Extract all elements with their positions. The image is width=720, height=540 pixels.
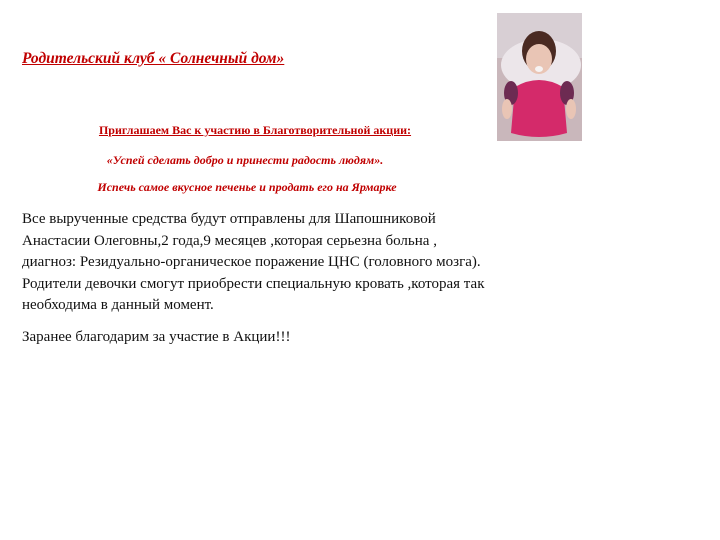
pacifier [535, 66, 543, 72]
dress [511, 80, 567, 137]
task-line: Испечь самое вкусное печенье и продать его на Ярмарке [97, 180, 397, 194]
slogan-line: «Успей сделать добро и принести радость людям». [106, 153, 384, 167]
thanks-line: Заранее благодарим за участие в Акции!!! [22, 329, 291, 345]
body-paragraph: Все вырученные средства будут отправлены для Шапошниковой Анастасии Олеговны,2 года,9 месяцев ,которая серьезна больна , диагноз: Резидуально-органическое поражение ЦНС (головного мозга). Родители девочки смогут приобрести специальную кровать ,которая так необходима в данный момент. [22, 211, 485, 313]
right-arm [566, 99, 576, 119]
invitation-line: Приглашаем Вас к участию в Благотворительной акции: [98, 123, 412, 137]
child-photo-illustration [497, 13, 582, 141]
left-arm [502, 99, 512, 119]
page-title: Родительский клуб « Солнечный дом» [22, 50, 285, 67]
child-photo [497, 13, 582, 141]
